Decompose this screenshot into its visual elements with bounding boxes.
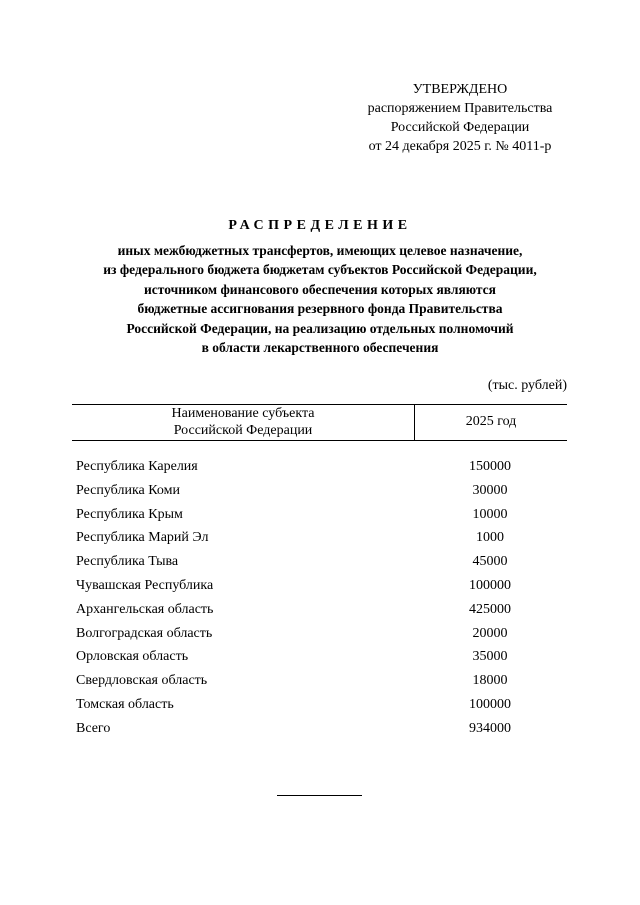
subtitle-line: бюджетные ассигнования резервного фонда Правительства [137,301,503,317]
subtitle-line: Российской Федерации, на реализацию отдельных полномочий [126,320,514,336]
table-row [76,624,567,648]
subtitle-line: из федерального бюджета бюджетам субъектов Российской Федерации, [103,262,537,278]
table-row [76,481,567,505]
region-name: Республика Марий Эл [76,530,209,546]
region-name: Республика Тыва [76,554,179,570]
table-header-year: 2025 год [465,414,517,429]
region-value: 100000 [469,577,511,593]
table-row [76,505,567,529]
region-name: Свердловская область [76,673,208,689]
region-value: 425000 [469,601,511,617]
total-label: Всего [76,720,111,736]
region-name: Томская область [76,696,174,712]
approval-line-government: Российской Федерации [390,120,530,135]
region-value: 20000 [472,625,508,641]
region-value: 150000 [469,459,511,474]
approval-line-authority: распоряжением Правительства [367,101,553,116]
table-header-name [72,405,414,439]
approval-heading: УТВЕРЖДЕНО [412,82,508,97]
region-value: 10000 [472,506,508,522]
subtitle-line: источником финансового обеспечения которых являются [144,281,496,297]
region-value: 30000 [472,482,508,498]
table-row [76,671,567,695]
unit-label: (тыс. рублей) [487,378,567,393]
approval-line-date: от 24 декабря 2025 г. № 4011-р [368,139,552,154]
table-header-border [72,440,567,441]
region-name: Республика Коми [76,482,180,498]
subtitle-line: в области лекарственного обеспечения [201,340,439,356]
region-name: Архангельская область [76,601,214,617]
table-row [76,576,567,600]
header-name-line: Российской Федерации [173,423,313,438]
table-row [76,647,567,671]
region-value: 18000 [472,673,508,689]
header-name-line: Наименование субъекта [171,406,315,421]
region-name: Республика Крым [76,506,183,522]
region-name: Орловская область [76,649,189,665]
region-value: 35000 [472,649,508,665]
table-row-total [76,719,567,743]
approval-stamp [340,80,580,156]
region-value: 1000 [476,530,504,546]
table-row [76,552,567,576]
table-row [76,457,567,481]
subtitle-line: иных межбюджетных трансфертов, имеющих целевое назначение, [117,243,523,258]
total-value: 934000 [469,720,511,736]
region-name: Республика Карелия [76,459,198,474]
region-value: 45000 [472,554,508,570]
document-title: РАСПРЕДЕЛЕНИЕ [228,218,412,233]
region-name: Чувашская Республика [76,577,214,593]
table-row [76,600,567,624]
document-subtitle [60,241,580,357]
end-of-document-line [277,795,362,796]
table-row [76,528,567,552]
table-row [76,695,567,719]
region-value: 100000 [469,696,511,712]
region-name: Волгоградская область [76,625,213,641]
table-body [76,457,567,743]
